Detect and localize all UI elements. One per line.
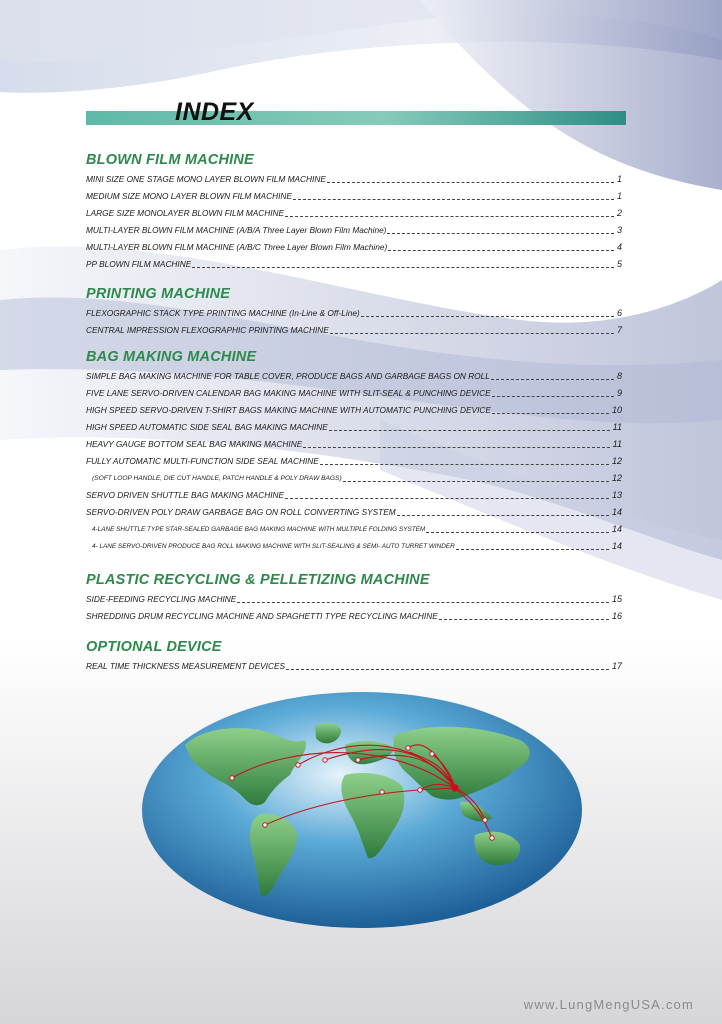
index-entry[interactable]	[86, 188, 622, 205]
dot-leader	[439, 618, 609, 620]
dot-leader	[192, 266, 614, 268]
dot-leader	[456, 548, 609, 550]
entry-label: HEAVY GAUGE BOTTOM SEAL BAG MAKING MACHINE	[86, 439, 303, 449]
entry-page: 11	[612, 422, 622, 432]
section-printing	[86, 286, 622, 339]
entry-page: 7	[616, 325, 622, 335]
dot-leader	[361, 315, 614, 317]
entry-label: FLEXOGRAPHIC STACK TYPE PRINTING MACHINE (In-Line & Off-Line)	[86, 308, 360, 318]
dot-leader	[327, 181, 614, 183]
dot-leader	[492, 395, 614, 397]
section-bag-making	[86, 349, 622, 555]
index-entry[interactable]	[86, 591, 622, 608]
index-entry[interactable]	[86, 521, 622, 538]
index-entry[interactable]	[86, 419, 622, 436]
entry-page: 5	[616, 259, 622, 269]
section-recycling	[86, 572, 622, 625]
dot-leader	[286, 668, 609, 670]
entry-label: HIGH SPEED SERVO-DRIVEN T-SHIRT BAGS MAKING MACHINE WITH AUTOMATIC PUNCHING DEVICE	[86, 405, 491, 415]
entry-page: 1	[616, 174, 622, 184]
dot-leader	[388, 249, 614, 251]
index-entry[interactable]	[86, 436, 622, 453]
section-heading: PLASTIC RECYCLING & PELLETIZING MACHINE	[86, 572, 430, 588]
dot-leader	[426, 531, 609, 533]
index-entry[interactable]	[86, 658, 622, 675]
entry-page: 15	[611, 594, 622, 604]
entry-page: 16	[611, 611, 622, 621]
entry-label: FULLY AUTOMATIC MULTI-FUNCTION SIDE SEAL MACHINE	[86, 456, 319, 466]
entry-page: 4	[616, 242, 622, 252]
entry-page: 13	[611, 490, 622, 500]
entry-label: MULTI-LAYER BLOWN FILM MACHINE (A/B/C Three Layer Blown Film Machine)	[86, 242, 388, 252]
entry-label: SIDE-FEEDING RECYCLING MACHINE	[86, 594, 237, 604]
page-title: INDEX	[175, 98, 254, 126]
entry-label: CENTRAL IMPRESSION FLEXOGRAPHIC PRINTING MACHINE	[86, 325, 329, 335]
entry-page: 3	[616, 225, 622, 235]
section-heading: BLOWN FILM MACHINE	[86, 152, 254, 168]
dot-leader	[343, 480, 609, 482]
entry-label: REAL TIME THICKNESS MEASUREMENT DEVICES	[86, 661, 286, 671]
dot-leader	[285, 497, 609, 499]
entry-page: 14	[611, 541, 622, 551]
index-entry[interactable]	[86, 608, 622, 625]
entry-label: SERVO-DRIVEN POLY DRAW GARBAGE BAG ON ROLL CONVERTING SYSTEM	[86, 507, 396, 517]
index-entry[interactable]	[86, 487, 622, 504]
section-heading: OPTIONAL DEVICE	[86, 639, 222, 655]
entry-page: 14	[611, 507, 622, 517]
index-entry[interactable]	[86, 305, 622, 322]
dot-leader	[397, 514, 609, 516]
index-entry[interactable]	[86, 222, 622, 239]
index-entry[interactable]	[86, 368, 622, 385]
entry-label: MINI SIZE ONE STAGE MONO LAYER BLOWN FILM MACHINE	[86, 174, 326, 184]
entry-label: (SOFT LOOP HANDLE, DIE CUT HANDLE, PATCH HANDLE & POLY DRAW BAGS)	[92, 475, 342, 482]
dot-leader	[330, 332, 614, 334]
world-map-illustration	[140, 690, 585, 930]
index-entry[interactable]	[86, 470, 622, 487]
index-entry[interactable]	[86, 239, 622, 256]
dot-leader	[329, 429, 610, 431]
entry-page: 10	[611, 405, 622, 415]
website-url[interactable]: www.LungMengUSA.com	[523, 997, 694, 1012]
index-entry[interactable]	[86, 322, 622, 339]
section-blown-film	[86, 152, 622, 273]
entry-page: 12	[611, 456, 622, 466]
entry-label: LARGE SIZE MONOLAYER BLOWN FILM MACHINE	[86, 208, 285, 218]
section-heading: PRINTING MACHINE	[86, 286, 231, 302]
index-entry[interactable]	[86, 171, 622, 188]
dot-leader	[293, 198, 614, 200]
entry-label: SERVO DRIVEN SHUTTLE BAG MAKING MACHINE	[86, 490, 285, 500]
section-heading: BAG MAKING MACHINE	[86, 349, 257, 365]
entry-label: 4-LANE SHUTTLE TYPE STAR-SEALED GARBAGE BAG MAKING MACHINE WITH MULTIPLE FOLDING SYSTEM	[92, 526, 426, 533]
entry-label: MEDIUM SIZE MONO LAYER BLOWN FILM MACHINE	[86, 191, 292, 201]
entry-label: PP BLOWN FILM MACHINE	[86, 259, 192, 269]
index-entry[interactable]	[86, 504, 622, 521]
dot-leader	[285, 215, 614, 217]
entry-page: 2	[616, 208, 622, 218]
entry-page: 1	[616, 191, 622, 201]
entry-page: 8	[616, 371, 622, 381]
dot-leader	[303, 446, 609, 448]
title-bar	[86, 111, 626, 125]
dot-leader	[492, 412, 609, 414]
dot-leader	[320, 463, 609, 465]
index-entry[interactable]	[86, 256, 622, 273]
entry-label: MULTI-LAYER BLOWN FILM MACHINE (A/B/A Three Layer Blown Film Machine)	[86, 225, 387, 235]
entry-page: 6	[616, 308, 622, 318]
entry-page: 17	[611, 661, 622, 671]
index-entry[interactable]	[86, 402, 622, 419]
entry-page: 12	[611, 473, 622, 483]
index-entry[interactable]	[86, 205, 622, 222]
entry-page: 9	[616, 388, 622, 398]
entry-label: 4- LANE SERVO-DRIVEN PRODUCE BAG ROLL MAKING MACHINE WITH SLIT-SEALING & SEMI- AUTO TURRET WINDER	[92, 543, 455, 550]
index-entry[interactable]	[86, 538, 622, 555]
section-optional-device	[86, 639, 622, 675]
dot-leader	[237, 601, 609, 603]
entry-label: FIVE LANE SERVO-DRIVEN CALENDAR BAG MAKING MACHINE WITH SLIT-SEAL & PUNCHING DEVICE	[86, 388, 491, 398]
entry-page: 14	[611, 524, 622, 534]
dot-leader	[387, 232, 614, 234]
entry-label: SIMPLE BAG MAKING MACHINE FOR TABLE COVER, PRODUCE BAGS AND GARBAGE BAGS ON ROLL	[86, 371, 490, 381]
entry-page: 11	[612, 439, 622, 449]
index-entry[interactable]	[86, 385, 622, 402]
index-entry[interactable]	[86, 453, 622, 470]
entry-label: HIGH SPEED AUTOMATIC SIDE SEAL BAG MAKING MACHINE	[86, 422, 328, 432]
entry-label: SHREDDING DRUM RECYCLING MACHINE AND SPAGHETTI TYPE RECYCLING MACHINE	[86, 611, 438, 621]
dot-leader	[491, 378, 614, 380]
